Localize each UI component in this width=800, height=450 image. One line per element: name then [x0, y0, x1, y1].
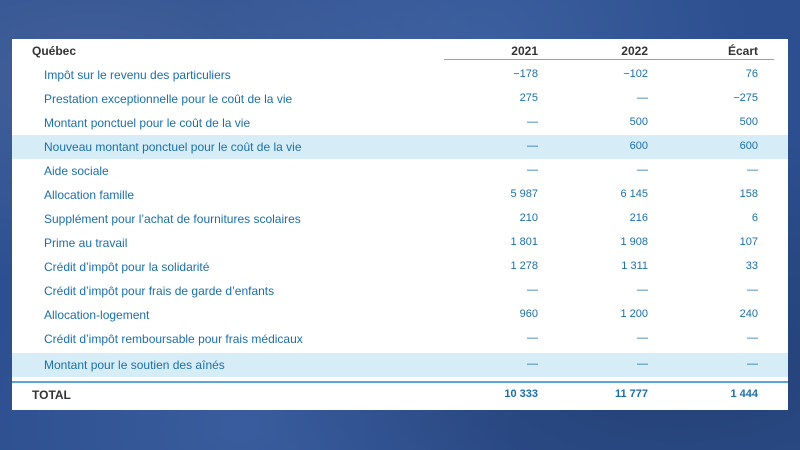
total-row	[12, 381, 788, 407]
row-label: Montant pour le soutien des aînés	[44, 358, 225, 372]
table-row	[12, 279, 788, 303]
row-label: Crédit d’impôt remboursable pour frais médicaux	[44, 332, 303, 346]
row-value-2021: −178	[513, 68, 538, 80]
row-value-2022: 600	[629, 140, 648, 152]
row-value-ecart: 158	[739, 188, 758, 200]
table-row	[12, 87, 788, 111]
total-label: TOTAL	[32, 388, 71, 402]
row-value-ecart: 6	[751, 212, 758, 224]
table-row	[12, 63, 788, 87]
row-value-2022: 1 311	[621, 260, 648, 272]
row-value-2022: —	[637, 284, 648, 296]
row-value-2022: 1 200	[620, 308, 648, 320]
row-label: Montant ponctuel pour le coût de la vie	[44, 116, 251, 130]
row-value-2021: —	[527, 358, 538, 370]
row-value-2022: —	[637, 92, 648, 104]
row-value-ecart: −275	[733, 92, 758, 104]
header-rule	[444, 59, 774, 60]
row-value-2021: —	[527, 116, 538, 128]
row-value-ecart: 600	[739, 140, 758, 152]
table-row	[12, 231, 788, 255]
row-label: Prestation exceptionnelle pour le coût de la vie	[44, 92, 293, 106]
row-value-2022: 500	[629, 116, 648, 128]
row-value-2021: —	[527, 332, 538, 344]
total-value-ecart: 1 444	[730, 388, 758, 400]
table-row	[12, 327, 788, 351]
row-value-2021: 960	[519, 308, 538, 320]
table-panel	[12, 39, 788, 410]
row-value-ecart: —	[747, 284, 758, 296]
row-value-2021: 1 801	[510, 236, 538, 248]
row-label: Allocation-logement	[44, 308, 150, 322]
table-row	[12, 303, 788, 327]
row-value-2021: —	[527, 284, 538, 296]
row-value-2021: —	[527, 164, 538, 176]
row-value-ecart: 500	[739, 116, 758, 128]
row-value-ecart: —	[747, 332, 758, 344]
table-row	[12, 207, 788, 231]
row-value-2022: —	[637, 332, 648, 344]
row-value-2022: −102	[623, 68, 648, 80]
total-value-2022: 11 777	[614, 388, 648, 400]
row-value-2021: 5 987	[510, 188, 538, 200]
row-label: Supplément pour l’achat de fournitures scolaires	[44, 212, 301, 226]
row-value-ecart: —	[747, 164, 758, 176]
row-label: Aide sociale	[44, 164, 109, 178]
row-value-2022: —	[637, 164, 648, 176]
row-value-2022: 6 145	[620, 188, 648, 200]
row-value-ecart: 33	[745, 260, 758, 272]
row-value-2021: —	[527, 140, 538, 152]
row-label: Crédit d’impôt pour frais de garde d’enfants	[44, 284, 275, 298]
row-label: Nouveau montant ponctuel pour le coût de la vie	[44, 140, 302, 154]
table-row	[12, 255, 788, 279]
header-col-ecart: Écart	[727, 44, 758, 58]
header-col-2021: 2021	[511, 44, 538, 58]
header-label: Québec	[32, 44, 77, 58]
table-row	[12, 183, 788, 207]
row-value-ecart: 107	[739, 236, 758, 248]
row-value-ecart: 240	[739, 308, 758, 320]
row-label: Impôt sur le revenu des particuliers	[44, 68, 231, 82]
row-value-2021: 210	[519, 212, 538, 224]
table-row	[12, 111, 788, 135]
row-value-2021: 1 278	[510, 260, 538, 272]
row-label: Prime au travail	[44, 236, 128, 250]
table-row-highlighted	[12, 353, 788, 377]
row-value-2022: 1 908	[620, 236, 648, 248]
table-row	[12, 159, 788, 183]
row-value-2021: 275	[519, 92, 538, 104]
row-value-2022: 216	[629, 212, 648, 224]
row-label: Allocation famille	[44, 188, 135, 202]
row-label: Crédit d’impôt pour la solidarité	[44, 260, 210, 274]
header-col-2022: 2022	[621, 44, 648, 58]
total-value-2021: 10 333	[504, 388, 538, 400]
table-row-highlighted	[12, 135, 788, 159]
row-value-ecart: —	[747, 358, 758, 370]
table-header	[12, 39, 788, 61]
row-value-2022: —	[637, 358, 648, 370]
row-value-ecart: 76	[745, 68, 758, 80]
